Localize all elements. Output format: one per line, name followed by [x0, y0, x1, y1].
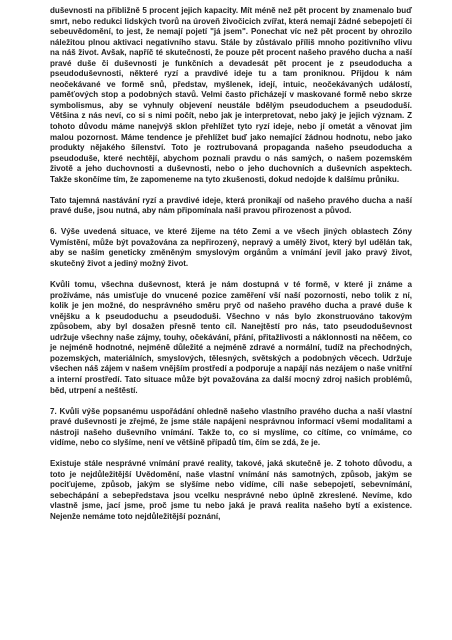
paragraph-4: Kvůli tomu, všechna duševnost, která je nám dostupná v té formě, v které ji známe a prožíváme, nás umisťuje do vnucené pozice zaměření vší naší pozornosti, nebo tolik z ní, kolik je jen možné, do nesprávného směru pryč od našeho pravého ducha a pravé duše k vnějšku a k pseudoduchu a pseudoduši. Všechno v nás bylo zkonstruováno takovým způsobem, aby byl dosažen přesně tento cíl. Nanejtěstí pro nás, tato pseudoduševnost udržuje všechny naše zájmy, touhy, očekávání, přání, přitažlivosti a náklonnosti na něčem, co je nejméně hodnotné, nejméně důležité a nejméně zdravé a normální, tudíž na přechodných, pozemských, materiálních, smyslových, tělesných, světských a podobných věcech. Udržuje všechen náš zájem v našem vnějším prostředí a podporuje a napájí nás nezájem o naše vnitřní a interní prostředí. Tato situace může být považována za další mocný zdroj našich problémů, běd, utrpení a neštěstí.: [50, 280, 412, 395]
document-page: [50, 6, 412, 533]
paragraph-3: 6. Výše uvedená situace, ve které žijeme na této Zemi a ve všech jiných oblastech Zóny Vymístění, může být považována za nepřirozený, nepravý a umělý život, který byl udělán tak, aby se naším geneticky změněným smyslovým orgánům a vnímání jevil jako pravý život, skutečný život a jediný možný život.: [50, 227, 412, 269]
paragraph-6: Existuje stále nesprávné vnímání pravé reality, takové, jaká skutečně je. Z tohoto důvodu, a toto je nejdůležitější Uvědomění, naše vlastní vnímání nás samotných, způsob, jakým se pociťujeme, způsob, jakým se slyšíme nebo vidíme, cíli naše sebepojetí, sebevnímání, sebechápání a sebepředstava jsou vcelku nesprávné nebo úplně zkreslené. Nevíme, kdo vlastně jsme, jací jsme, proč jsme tu nebo jaká je pravá realita našeho bytí a existence. Nejenže nemáme toto nejdůležitější poznání,: [50, 459, 412, 522]
paragraph-2: Tato tajemná nastávání ryzí a pravdivé ideje, která pronikají od našeho pravého ducha a naší pravé duše, jsou nutná, aby nám připomínala naši pravou přirozenost a původ.: [50, 195, 412, 216]
paragraph-1: duševnosti na přibližně 5 procent jejich kapacity. Mít méně než pět procent by znamenalo buď smrt, nebo redukci lidských tvorů na úroveň živočicich zvířat, která nemají žádné sebepojetí či sebeuvědomění, to jest, že nemají pojetí "já jsem". Ponechat víc než pět procent by ohrozilo náležitou plnou aktivaci negativního stavu. Stále by zůstávalo příliš mnoho pozitivního vlivu na náš život. Avšak, napříč té skutečnosti, že pouze pět procent našeho pravého ducha a naší pravé duše či duševnosti je funkčních a devadesát pět procent je z pseudoducha a pseudoduševnosti, některé ryzí a pravdivé ideje tu a tam proniknou. Přijdou k nám neočekávané ve formě snů, představ, myšlenek, idejí, intuic, neočekávaných událostí, paměťových stop a podobných stavů. Velmi často přicházejí v maskované formě nebo skrze symbolismus, aby se vyhnuly objevení neustále bdělým pseudoduchem a pseudoduší. Většina z nás neví, co si s nimi počít, nebo jak je interpretovat, nebo jaký je jejich význam. Z tohoto důvodu máme nanejvýš sklon přehlížet tyto ryzí ideje, nebo jí ometát a věnovat jim malou pozornost. Máme tendence je přehlížet buď jako nemající žádnou hodnotu, nebo jako produkty nějakého šílenství. Toto je roztrubovaná propaganda našeho pseudoducha a pseudoduše, které nechtějí, abychom poznali pravdu o nás samých, o našem pozemském životě a jeho duchovnosti a duševnosti, nebo o jeho duchovních a duševních aspektech. Takže skončíme tím, že zapomeneme na tyto zkušenosti, dokud nedojde k dalšímu průniku.: [50, 6, 412, 184]
paragraph-5: 7. Kvůli výše popsanému uspořádání ohledně našeho vlastního pravého ducha a naší vlastní pravé duševnosti je zřejmé, že jsme stále napájeni nesprávnou informací všemi modalitami a nástroji našeho duševního vnímání. Takže to, co si myslíme, co cítíme, co vnímáme, co vidíme, nebo co slyšíme, není ve většině případů tím, čím se zdá, že je.: [50, 406, 412, 448]
